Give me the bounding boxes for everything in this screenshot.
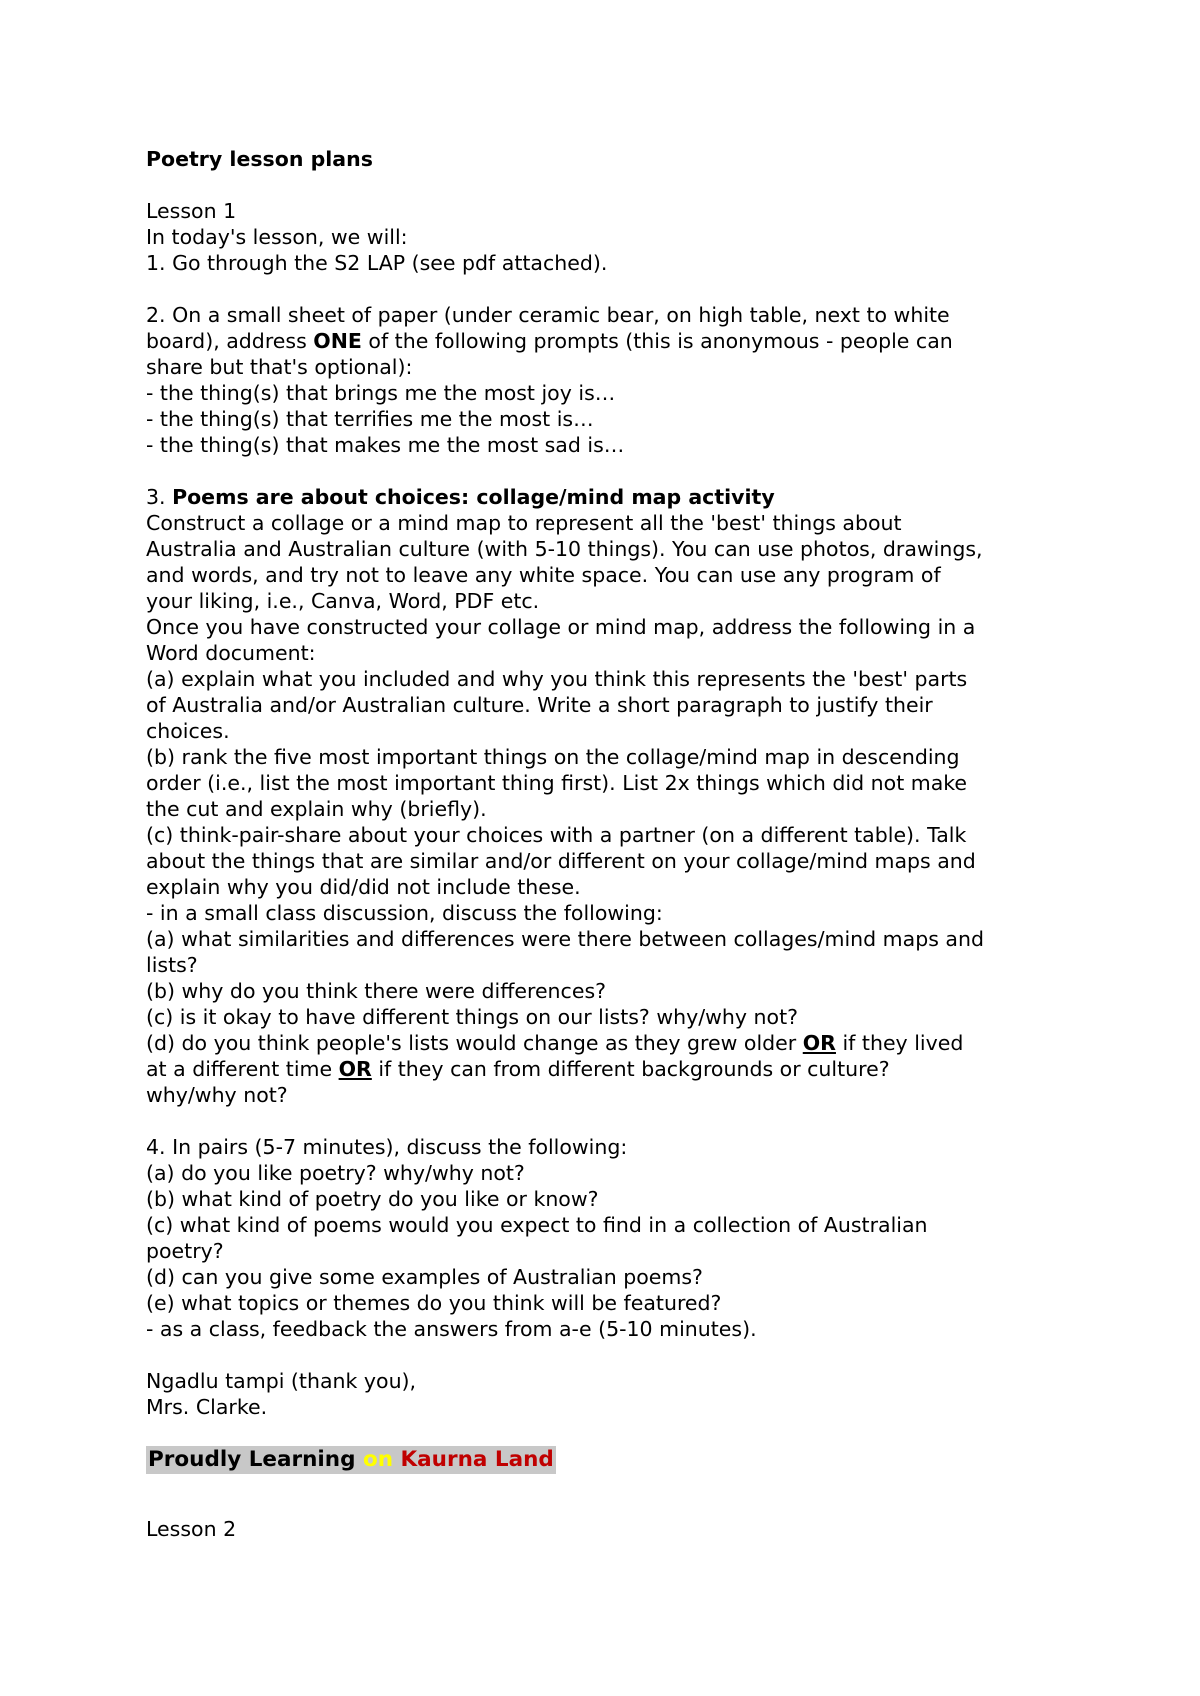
step-3-line: Australia and Australian culture (with 5-10 things). You can use photos, drawings, [146, 537, 983, 561]
step-3-line: (a) explain what you included and why you think this represents the 'best' parts [146, 667, 968, 691]
spacer [146, 172, 1076, 198]
step-4-line: (d) can you give some examples of Australian poems? [146, 1265, 703, 1289]
step-3-line: - in a small class discussion, discuss the following: [146, 901, 663, 925]
step-1-text: 1. Go through the S2 LAP (see pdf attached). [146, 251, 608, 275]
spacer [146, 458, 1076, 484]
step-3-line: order (i.e., list the most important thing first). List 2x things which did not make [146, 771, 968, 795]
step-4-body [146, 1134, 1076, 1342]
spacer [146, 1342, 1076, 1368]
step-2-line: board), address ONE of the following prompts (this is anonymous - people can [146, 329, 953, 353]
step-4-line: (e) what topics or themes do you think will be featured? [146, 1291, 722, 1315]
step-3-line: your liking, i.e., Canva, Word, PDF etc. [146, 589, 540, 613]
step-3-line: Word document: [146, 641, 316, 665]
step-3-line: of Australia and/or Australian culture. Write a short paragraph to justify their [146, 693, 933, 717]
emphasis-or: OR [338, 1057, 372, 1081]
lesson-2-heading: Lesson 2 [146, 1517, 237, 1541]
step-3-line: (d) do you think people's lists would change as they grew older OR if they lived [146, 1031, 964, 1055]
spacer [146, 1420, 1076, 1446]
step-4-line: (b) what kind of poetry do you like or know? [146, 1187, 599, 1211]
acknowledgement-banner: Proudly Learning on Kaurna Land [148, 1447, 554, 1472]
step-3-line: (b) why do you think there were differences? [146, 979, 606, 1003]
step-4-line: 4. In pairs (5-7 minutes), discuss the following: [146, 1135, 628, 1159]
step-3-line: Once you have constructed your collage or mind map, address the following in a [146, 615, 976, 639]
step-3-line: (a) what similarities and differences were there between collages/mind maps and [146, 927, 984, 951]
step-3-body [146, 510, 1076, 1030]
prompt-item: - the thing(s) that makes me the most sad is… [146, 433, 625, 457]
spacer [146, 1108, 1076, 1134]
prompt-item: - the thing(s) that brings me the most joy is… [146, 381, 616, 405]
step-2-line: 2. On a small sheet of paper (under ceramic bear, on high table, next to white [146, 303, 950, 327]
step-3-line: explain why you did/did not include these. [146, 875, 581, 899]
emphasis-or: OR [802, 1031, 836, 1055]
step-3-line: lists? [146, 953, 198, 977]
step-2-line: share but that's optional): [146, 355, 413, 379]
step-3-line: (c) is it okay to have different things on our lists? why/why not? [146, 1005, 798, 1029]
spacer [146, 276, 1076, 302]
lesson-1-intro: In today's lesson, we will: [146, 225, 408, 249]
step-4-line: (a) do you like poetry? why/why not? [146, 1161, 525, 1185]
step-3-line: (b) rank the five most important things on the collage/mind map in descending [146, 745, 960, 769]
step-3-line: why/why not? [146, 1083, 288, 1107]
step-4-line: poetry? [146, 1239, 224, 1263]
step-3-line: about the things that are similar and/or different on your collage/mind maps and [146, 849, 976, 873]
signoff-line: Ngadlu tampi (thank you), [146, 1369, 417, 1393]
acknowledgement-banner-row [146, 1446, 1076, 1474]
document-page [146, 146, 1076, 1542]
emphasis-one: ONE [313, 329, 362, 353]
prompt-item: - the thing(s) that terrifies me the most is… [146, 407, 594, 431]
step-3-line: (c) think-pair-share about your choices with a partner (on a different table). Talk [146, 823, 967, 847]
step-3-line: the cut and explain why (briefly). [146, 797, 487, 821]
signoff-name: Mrs. Clarke. [146, 1395, 268, 1419]
step-3-line: at a different time OR if they can from different backgrounds or culture? [146, 1057, 890, 1081]
document-title: Poetry lesson plans [146, 147, 373, 171]
step-4-line: (c) what kind of poems would you expect to find in a collection of Australian [146, 1213, 928, 1237]
step-4-line: - as a class, feedback the answers from a-e (5-10 minutes). [146, 1317, 757, 1341]
step-3-line: Construct a collage or a mind map to represent all the 'best' things about [146, 511, 902, 535]
step-3-heading: 3. Poems are about choices: collage/mind map activity [146, 485, 775, 509]
spacer [146, 1474, 1076, 1516]
lesson-1-heading: Lesson 1 [146, 199, 237, 223]
step-3-line: choices. [146, 719, 230, 743]
step-3-line: and words, and try not to leave any white space. You can use any program of [146, 563, 941, 587]
